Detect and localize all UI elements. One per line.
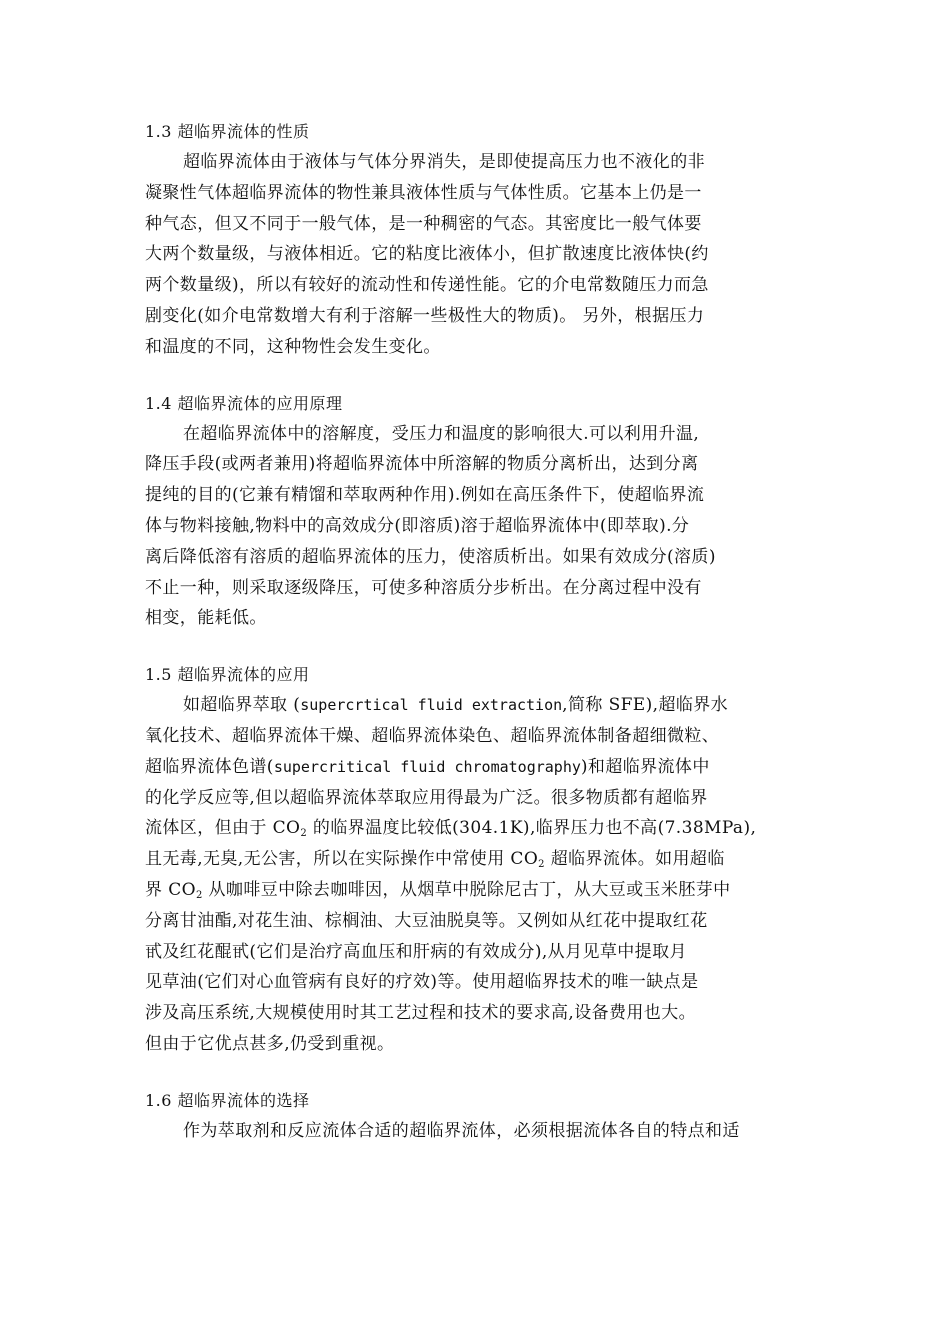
english-term: supercrtical fluid extraction <box>300 696 563 715</box>
paragraph-line: 两个数量级)，所以有较好的流动性和传递性能。它的介电常数随压力而急 <box>145 275 709 296</box>
section-1-4 <box>145 388 813 635</box>
paragraph-line: 大两个数量级，与液体相近。它的粘度比液体小，但扩散速度比液体快(约 <box>145 244 709 265</box>
text-run: 从咖啡豆中除去咖啡因，从烟草中脱除尼古丁，从大豆或玉米胚芽中 <box>202 879 731 900</box>
paragraph-line: 甙及红花醌甙(它们是治疗高血压和肝病的有效成分),从月见草中提取月 <box>145 941 687 962</box>
section-heading: 1.5 超临界流体的应用 <box>145 665 310 685</box>
text-run: 界 CO <box>145 879 196 900</box>
text-run: 且无毒,无臭,无公害，所以在实际操作中常使用 CO <box>145 849 539 870</box>
paragraph-line: 凝聚性气体超临界流体的物性兼具液体性质与气体性质。它基本上仍是一 <box>145 182 702 203</box>
paragraph-line: 见草油(它们对心血管病有良好的疗效)等。使用超临界技术的唯一缺点是 <box>145 972 699 993</box>
section-heading: 1.6 超临界流体的选择 <box>145 1090 310 1110</box>
text-run: ,简称 SFE),超临界水 <box>562 695 729 716</box>
paragraph-line: 提纯的目的(它兼有精馏和萃取两种作用).例如在高压条件下，使超临界流 <box>145 485 705 506</box>
paragraph-line: 剧变化(如介电常数增大有利于溶解一些极性大的物质)。 另外，根据压力 <box>145 305 705 326</box>
subscript: 2 <box>538 859 545 871</box>
text-run: )和超临界流体中 <box>580 756 710 777</box>
paragraph-line <box>145 690 813 721</box>
paragraph-line <box>145 752 813 783</box>
text-run: 的临界温度比较低(304.1K),临界压力也不高(7.38MPa), <box>307 818 757 839</box>
paragraph-line <box>145 813 813 844</box>
paragraph-line: 降压手段(或两者兼用)将超临界流体中所溶解的物质分离析出，达到分离 <box>145 454 699 475</box>
section-1-5 <box>145 659 813 1060</box>
paragraph-line: 分离甘油酯,对花生油、棕榈油、大豆油脱臭等。又例如从红花中提取红花 <box>145 910 708 931</box>
paragraph-line: 的化学反应等,但以超临界流体萃取应用得最为广泛。很多物质都有超临界 <box>145 787 708 808</box>
english-term: supercritical fluid chromatography <box>273 757 581 776</box>
text-run: 超临界流体。如用超临 <box>544 849 725 870</box>
paragraph-line: 氧化技术、超临界流体干燥、超临界流体染色、超临界流体制备超细微粒、 <box>145 725 720 746</box>
paragraph-line: 和温度的不同，这种物性会发生变化。 <box>145 336 441 357</box>
section-1-3 <box>145 116 813 363</box>
paragraph-line: 在超临界流体中的溶解度，受压力和温度的影响很大.可以利用升温, <box>183 423 700 444</box>
paragraph-line: 超临界流体由于液体与气体分界消失，是即使提高压力也不液化的非 <box>183 152 705 172</box>
paragraph-line: 体与物料接触,物料中的高效成分(即溶质)溶于超临界流体中(即萃取).分 <box>145 515 690 536</box>
paragraph-line: 但由于它优点甚多,仍受到重视。 <box>145 1033 395 1054</box>
subscript: 2 <box>195 889 203 901</box>
paragraph-line: 不止一种，则采取逐级降压，可使多种溶质分步析出。在分离过程中没有 <box>145 577 702 598</box>
paragraph-line: 离后降低溶有溶质的超临界流体的压力，使溶质析出。如果有效成分(溶质) <box>145 546 716 567</box>
paragraph-line: 相变，能耗低。 <box>145 608 267 629</box>
document-body <box>145 116 813 1172</box>
paragraph-line <box>145 875 813 906</box>
paragraph-line: 种气态，但又不同于一般气体，是一种稠密的气态。其密度比一般气体要 <box>145 213 702 234</box>
text-run: 流体区，但由于 CO <box>145 818 301 839</box>
text-run: 如超临界萃取 ( <box>183 695 301 716</box>
subscript: 2 <box>300 828 308 840</box>
paragraph-line <box>145 844 813 875</box>
section-heading: 1.3 超临界流体的性质 <box>145 122 310 141</box>
section-1-6 <box>145 1085 813 1147</box>
section-heading: 1.4 超临界流体的应用原理 <box>145 393 343 413</box>
paragraph-line: 作为萃取剂和反应流体合适的超临界流体，必须根据流体各自的特点和适 <box>183 1120 740 1141</box>
paragraph-line: 涉及高压系统,大规模使用时其工艺过程和技术的要求高,设备费用也大。 <box>145 1003 697 1024</box>
text-run: 超临界流体色谱( <box>145 756 274 777</box>
